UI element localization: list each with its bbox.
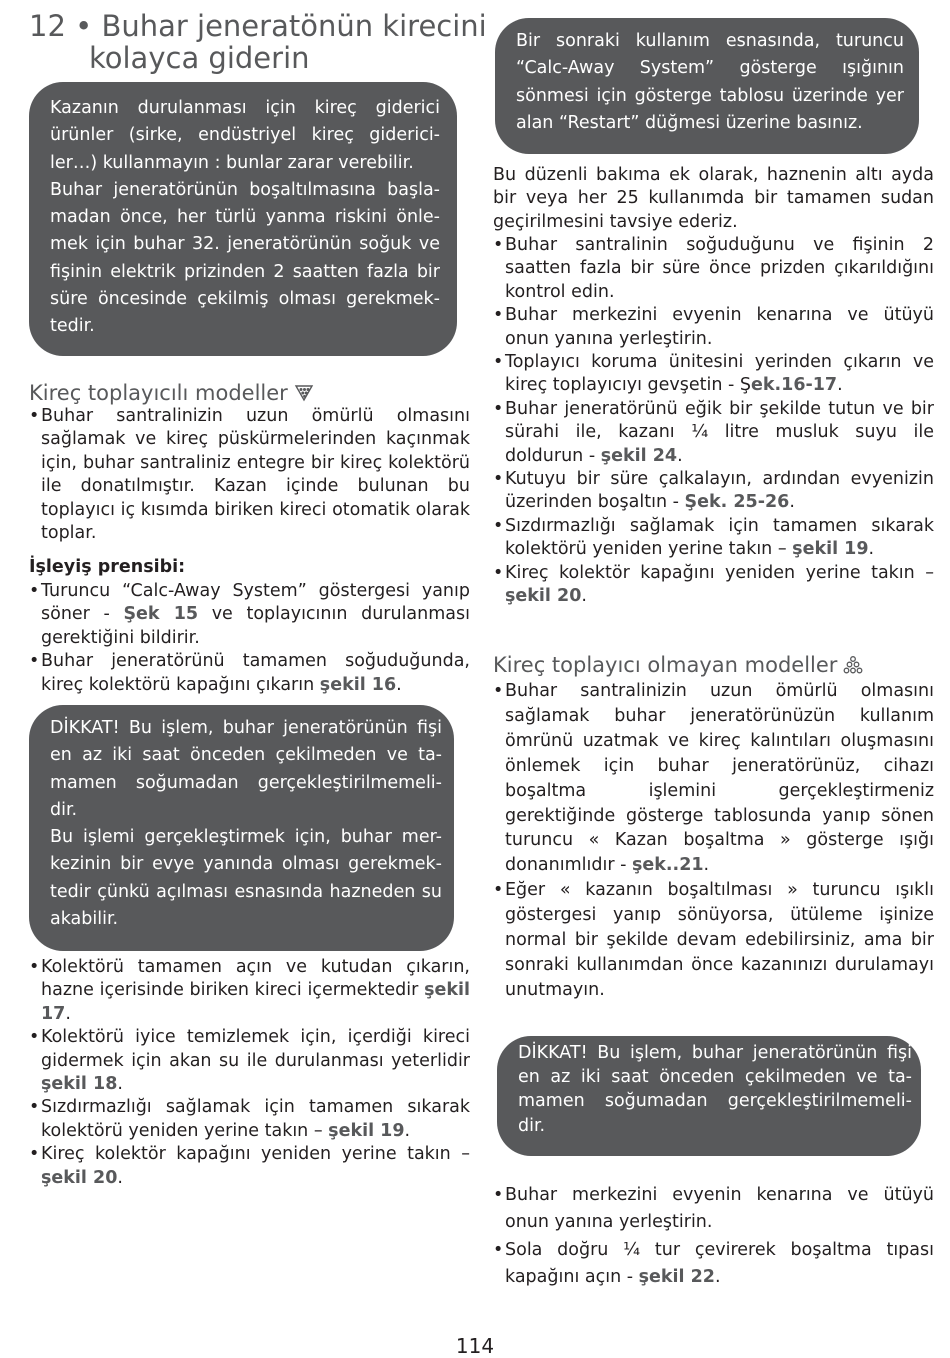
figure-ref: şek..21: [631, 855, 704, 876]
list-item: • Eğer « kazanın boşaltılması » turuncu ışıklı göstergesi yanıp sönüyorsa, ütüleme işinize normal bir şekilde devam edebilirsiniz, ama bir sonraki kullanımdan önce kazanınızı durulamayı unutmayın.: [493, 878, 934, 1003]
list-item: • Toplayıcı koruma ünitesini yerinden çıkarın ve kireç toplayıcıyı gevşetin - Şek.16-17.: [493, 351, 934, 398]
figure-ref: şekil 20: [41, 1167, 118, 1188]
list-item: • Kolektörü tamamen açın ve kutudan çıkarın, hazne içerisinde biriken kireci içermektedir şekil 17.: [29, 956, 470, 1026]
final-steps-list: [493, 1182, 934, 1291]
title-line-2: kolayca giderin: [89, 41, 310, 75]
figure-ref: şekil 17: [41, 980, 470, 1024]
no-collector-list: [493, 679, 934, 1003]
list-item: • Kireç kolektör kapağını yeniden yerine takın – şekil 20.: [29, 1143, 470, 1190]
list-item: • Buhar santralinizin uzun ömürlü olmasını sağlamak buhar jeneratörünüzün kullanım ömrünü uzatmak ve kireç kalıntıları oluşmasını önlemek için buhar jeneratörünüz, cihazı boşaltma işlemini gerçekleştirmeniz gerektiğinde gösterge tablosunda yanıp sönen turuncu « Kazan boşaltma » gösterge ışığı donanımlıdır - şek..21.: [493, 679, 934, 878]
warning-text-1: Kazanın durulanması için kireç giderici ürünler (sirke, endüstriyel kireç giderici- ler…) kullanmayın : bunlar zarar verebilir.: [50, 98, 440, 173]
title-line-1: Buhar jeneratönün kirecini: [101, 9, 487, 43]
final-caution-text: DİKKAT! Bu işlem, buhar jeneratörünün fişi en az iki saat önceden çekilmeden ve ta- mamen soğumadan gerçekleştirilmemeli- dir.: [518, 1043, 912, 1136]
figure-ref: Şek 15: [123, 604, 199, 625]
maintenance-text: Bu düzenli bakıma ek olarak, haznenin altı ayda bir veya her 25 kullanımda bir tamamen sudan geçirilmesini tavsiye ederiz.: [493, 165, 934, 232]
principle-heading: İşleyiş prensibi:: [29, 557, 186, 577]
list-item: • Kutuyu bir süre çalkalayın, ardından evyenizin üzerinden boşaltın - Şek. 25-26.: [493, 468, 934, 515]
page-title: [29, 10, 489, 74]
list-item: • Kireç kolektör kapağını yeniden yerine takın – şekil 20.: [493, 562, 934, 609]
list-item: • Buhar santralinizin uzun ömürlü olmasını sağlamak ve kireç püskürmelerinden kaçınmak için, buhar santraliniz entegre bir kireç kolektörü ile donatılmıştır. Kazan içinde bulunan bu toplayıcı iç kısımda biriken kireci otomatik olarak toplar.: [29, 405, 470, 545]
list-item: • Buhar merkezini evyenin kenarına ve ütüyü onun yanına yerleştirin.: [493, 1182, 934, 1237]
section-heading-without-collector: Kireç toplayıcı olmayan modeller: [493, 652, 863, 681]
right-steps-list: [493, 234, 934, 609]
left-steps-list: [29, 956, 470, 1190]
caution-text-1: DİKKAT! Bu işlem, buhar jeneratörünün fişi en az iki saat önceden çekilmeden ve ta- mamen soğumadan gerçekleştirilmemeli- dir.: [50, 718, 442, 820]
restart-box: [495, 18, 919, 154]
figure-ref: şekil 18: [41, 1074, 118, 1095]
list-item: • Buhar merkezini evyenin kenarına ve ütüyü onun yanına yerleştirin.: [493, 304, 934, 351]
figure-ref: şekil 19: [792, 539, 869, 560]
section-number: 12 •: [29, 9, 93, 43]
figure-ref: şekil 19: [328, 1120, 405, 1141]
list-item: • Buhar jeneratörünü eğik bir şekilde tutun ve bir sürahi ile, kazanı ¼ litre musluk suyu ile doldurun - şekil 24.: [493, 398, 934, 468]
list-item: • Turuncu “Calc-Away System” göstergesi yanıp söner - Şek 15 ve toplayıcının durulanması gerektiğini bildirir.: [29, 580, 470, 650]
page-number: 114: [455, 1334, 495, 1358]
no-collector-icon: [843, 655, 863, 681]
list-item: • Kolektörü iyice temizlemek için, içerdiği kireci gidermek için akan su ile durulanması yeterlidir şekil 18.: [29, 1026, 470, 1096]
warning-box-final: [497, 1036, 921, 1156]
warning-box-caution: [29, 705, 454, 951]
figure-ref: şekil 22: [638, 1266, 715, 1287]
list-item: • Buhar jeneratörünü tamamen soğuduğunda, kireç kolektörü kapağını çıkarın şekil 16.: [29, 650, 470, 697]
principle-list: [29, 580, 470, 697]
list-item: • Sızdırmazlığı sağlamak için tamamen sıkarak kolektörü yeniden yerine takın – şekil 19.: [493, 515, 934, 562]
list-item: • Sola doğru ¼ tur çevirerek boşaltma tıpası kapağını açın - şekil 22.: [493, 1237, 934, 1292]
warning-box-descaling: [29, 82, 457, 356]
figure-ref: ek.16-17: [750, 375, 838, 396]
list-item: • Sızdırmazlığı sağlamak için tamamen sıkarak kolektörü yeniden yerine takın – şekil 19.: [29, 1096, 470, 1143]
figure-ref: şekil 24: [600, 445, 678, 466]
caution-text-2: Bu işlemi gerçekleştirmek için, buhar mer- kezinin bir evye yanında olması gerekmek- tedir çünkü açılması esnasında hazneden su akabilir.: [50, 827, 442, 930]
restart-text: Bir sonraki kullanım esnasında, turuncu “Calc-Away System” gösterge ışığının sönmesi için gösterge tablosu üzerinde yer alan “Restart” düğmesi üzerine basınız.: [516, 31, 904, 133]
figure-ref: şekil 20: [505, 586, 582, 607]
figure-ref: şekil 16: [319, 674, 397, 695]
collector-intro-list: [29, 405, 470, 545]
warning-text-2: Buhar jeneratörünün boşaltılmasına başla- madan önce, her türlü yanma riskini önle- mek için buhar 32. jeneratörünün soğuk ve fişinin elektrik prizinden 2 saatten fazla bir süre öncesinde çekilmiş olması gerekmek- tedir.: [50, 179, 440, 337]
list-item: • Buhar santralinin soğuduğunu ve fişinin 2 saatten fazla bir süre önce prizden çıkarıldığını kontrol edin.: [493, 234, 934, 304]
figure-ref: Şek. 25-26: [684, 492, 790, 513]
section-heading-with-collector: Kireç toplayıcılı modeller: [29, 380, 314, 409]
